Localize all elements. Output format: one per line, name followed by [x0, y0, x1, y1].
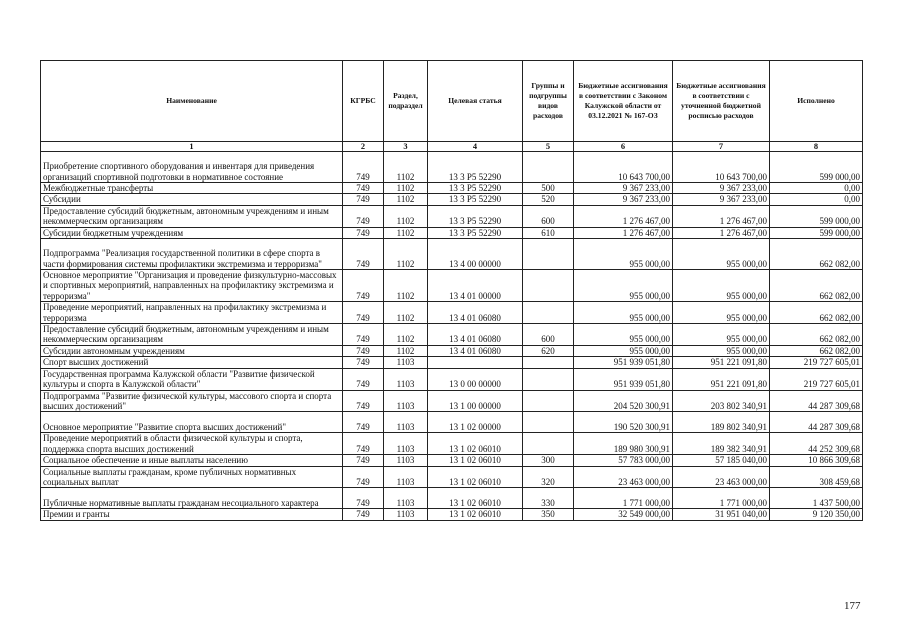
table-cell-group: [523, 357, 574, 368]
table-cell-budget-refined: 9 367 233,00: [673, 194, 770, 205]
table-cell-section: 1103: [384, 390, 428, 412]
table-cell-kgrbs: 749: [343, 455, 384, 466]
table-cell-section: 1103: [384, 412, 428, 433]
table-cell-budget-refined: 189 382 340,91: [673, 433, 770, 455]
table-cell-name: Проведение мероприятий в области физической культуры и спорта, поддержка спорта высших достижений: [41, 433, 343, 455]
table-cell-name: Премии и гранты: [41, 509, 343, 520]
table-cell-name: Публичные нормативные выплаты гражданам несоциального характера: [41, 488, 343, 509]
table-row: [41, 302, 863, 324]
table-cell-executed: 44 287 309,68: [770, 412, 863, 433]
table-cell-kgrbs: 749: [343, 205, 384, 227]
table-cell-budget-law: 9 367 233,00: [574, 183, 673, 194]
table-cell-section: 1102: [384, 302, 428, 324]
table-row: [41, 227, 863, 238]
table-cell-group: 500: [523, 183, 574, 194]
table-cell-budget-refined: 31 951 040,00: [673, 509, 770, 520]
table-cell-executed: 9 120 350,00: [770, 509, 863, 520]
table-cell-section: 1103: [384, 433, 428, 455]
table-cell-target: 13 4 01 06080: [428, 302, 523, 324]
column-number-row: [41, 142, 863, 152]
table-cell-group: [523, 270, 574, 302]
table-cell-target: 13 4 00 00000: [428, 239, 523, 270]
table-cell-executed: 44 252 309,68: [770, 433, 863, 455]
table-cell-kgrbs: 749: [343, 390, 384, 412]
table-cell-kgrbs: 749: [343, 183, 384, 194]
table-cell-name: Основное мероприятие "Организация и проведение физкультурно-массовых и спортивных мероприятий, направленных на профилактику экстремизма и терроризма": [41, 270, 343, 302]
table-cell-budget-law: 951 939 051,80: [574, 368, 673, 390]
table-cell-budget-law: 190 520 300,91: [574, 412, 673, 433]
table-cell-budget-refined: 203 802 340,91: [673, 390, 770, 412]
table-cell-name: Основное мероприятие "Развитие спорта высших достижений": [41, 412, 343, 433]
table-cell-budget-law: 10 643 700,00: [574, 152, 673, 183]
table-cell-target: [428, 357, 523, 368]
table-cell-name: Проведение мероприятий, направленных на профилактику экстремизма и терроризма: [41, 302, 343, 324]
table-cell-budget-law: 951 939 051,80: [574, 357, 673, 368]
header-kgrbs: КГРБС: [343, 61, 384, 142]
table-cell-executed: 599 000,00: [770, 152, 863, 183]
table-row: [41, 466, 863, 488]
table-cell-name: Подпрограмма "Развитие физической культуры, массового спорта и спорта высших достижений": [41, 390, 343, 412]
table-cell-budget-refined: 955 000,00: [673, 345, 770, 356]
table-cell-group: 320: [523, 466, 574, 488]
table-cell-target: 13 3 P5 52290: [428, 205, 523, 227]
table-cell-target: 13 4 01 06080: [428, 324, 523, 346]
header-row: [41, 61, 863, 142]
column-number: 8: [770, 142, 863, 152]
table-cell-executed: 0,00: [770, 183, 863, 194]
column-number: 4: [428, 142, 523, 152]
table-cell-budget-refined: 1 771 000,00: [673, 488, 770, 509]
table-cell-group: 330: [523, 488, 574, 509]
table-cell-section: 1102: [384, 194, 428, 205]
column-number: 5: [523, 142, 574, 152]
table-row: [41, 239, 863, 270]
table-cell-budget-refined: 951 221 091,80: [673, 368, 770, 390]
table-cell-executed: 44 287 309,68: [770, 390, 863, 412]
table-cell-budget-law: 955 000,00: [574, 270, 673, 302]
table-cell-executed: 662 082,00: [770, 345, 863, 356]
table-cell-kgrbs: 749: [343, 368, 384, 390]
table-cell-budget-refined: 10 643 700,00: [673, 152, 770, 183]
table-cell-target: 13 1 02 06010: [428, 455, 523, 466]
table-cell-kgrbs: 749: [343, 227, 384, 238]
table-cell-kgrbs: 749: [343, 345, 384, 356]
table-cell-target: 13 1 02 00000: [428, 412, 523, 433]
budget-table: [40, 60, 863, 521]
table-cell-name: Приобретение спортивного оборудования и инвентаря для приведения организаций спортивной подготовки в нормативное состояние: [41, 152, 343, 183]
table-cell-budget-refined: 951 221 091,80: [673, 357, 770, 368]
table-cell-section: 1102: [384, 152, 428, 183]
table-cell-group: 350: [523, 509, 574, 520]
table-row: [41, 433, 863, 455]
table-cell-section: 1103: [384, 455, 428, 466]
table-cell-executed: 599 000,00: [770, 227, 863, 238]
table-cell-kgrbs: 749: [343, 412, 384, 433]
table-cell-name: Межбюджетные трансферты: [41, 183, 343, 194]
header-budget-law: Бюджетные ассигнования в соответствии с Законом Калужской области от 03.12.2021 № 167-ОЗ: [574, 61, 673, 142]
table-cell-name: Подпрограмма "Реализация государственной политики в сфере спорта в части формирования системы профилактики экстремизма и терроризма": [41, 239, 343, 270]
table-cell-kgrbs: 749: [343, 152, 384, 183]
header-name: Наименование: [41, 61, 343, 142]
table-cell-budget-law: 955 000,00: [574, 302, 673, 324]
table-cell-kgrbs: 749: [343, 433, 384, 455]
table-cell-budget-refined: 189 802 340,91: [673, 412, 770, 433]
table-cell-executed: 662 082,00: [770, 302, 863, 324]
table-cell-target: 13 3 P5 52290: [428, 183, 523, 194]
table-cell-target: 13 3 P5 52290: [428, 227, 523, 238]
table-cell-target: 13 3 P5 52290: [428, 152, 523, 183]
table-cell-name: Предоставление субсидий бюджетным, автономным учреждениям и иным некоммерческим организациям: [41, 324, 343, 346]
table-cell-name: Субсидии автономным учреждениям: [41, 345, 343, 356]
table-cell-group: 610: [523, 227, 574, 238]
table-cell-target: 13 1 02 06010: [428, 509, 523, 520]
table-cell-name: Субсидии: [41, 194, 343, 205]
table-cell-budget-law: 955 000,00: [574, 239, 673, 270]
table-row: [41, 368, 863, 390]
table-cell-executed: 662 082,00: [770, 270, 863, 302]
table-cell-budget-refined: 1 276 467,00: [673, 227, 770, 238]
table-cell-section: 1103: [384, 357, 428, 368]
table-cell-group: 600: [523, 205, 574, 227]
table-cell-group: 300: [523, 455, 574, 466]
table-cell-group: [523, 412, 574, 433]
table-cell-kgrbs: 749: [343, 466, 384, 488]
table-cell-group: 620: [523, 345, 574, 356]
table-cell-kgrbs: 749: [343, 194, 384, 205]
table-cell-section: 1102: [384, 205, 428, 227]
table-row: [41, 509, 863, 520]
table-cell-kgrbs: 749: [343, 357, 384, 368]
column-number: 3: [384, 142, 428, 152]
header-executed: Исполнено: [770, 61, 863, 142]
table-cell-budget-refined: 57 185 040,00: [673, 455, 770, 466]
table-cell-target: 13 1 02 06010: [428, 433, 523, 455]
table-cell-group: [523, 368, 574, 390]
table-cell-budget-refined: 955 000,00: [673, 270, 770, 302]
table-cell-budget-refined: 955 000,00: [673, 239, 770, 270]
table-cell-budget-refined: 955 000,00: [673, 324, 770, 346]
table-cell-budget-refined: 1 276 467,00: [673, 205, 770, 227]
table-cell-section: 1102: [384, 324, 428, 346]
table-cell-budget-refined: 9 367 233,00: [673, 183, 770, 194]
table-cell-budget-law: 1 771 000,00: [574, 488, 673, 509]
table-cell-budget-law: 955 000,00: [574, 324, 673, 346]
table-cell-section: 1102: [384, 239, 428, 270]
table-row: [41, 455, 863, 466]
table-cell-budget-law: 57 783 000,00: [574, 455, 673, 466]
table-body: [41, 152, 863, 521]
table-cell-executed: 0,00: [770, 194, 863, 205]
table-cell-executed: 219 727 605,01: [770, 357, 863, 368]
table-cell-section: 1102: [384, 227, 428, 238]
header-target: Целевая статья: [428, 61, 523, 142]
header-groups: Группы и подгруппы видов расходов: [523, 61, 574, 142]
column-number: 1: [41, 142, 343, 152]
table-row: [41, 390, 863, 412]
table-cell-name: Спорт высших достижений: [41, 357, 343, 368]
table-cell-executed: 308 459,68: [770, 466, 863, 488]
table-cell-group: 520: [523, 194, 574, 205]
header-budget-refined: Бюджетные ассигнования в соответствии с уточненной бюджетной росписью расходов: [673, 61, 770, 142]
table-cell-section: 1102: [384, 270, 428, 302]
table-cell-target: 13 3 P5 52290: [428, 194, 523, 205]
column-number: 7: [673, 142, 770, 152]
table-cell-group: [523, 302, 574, 324]
table-row: [41, 205, 863, 227]
table-cell-executed: 219 727 605,01: [770, 368, 863, 390]
table-cell-section: 1102: [384, 183, 428, 194]
table-cell-group: [523, 239, 574, 270]
table-cell-name: Субсидии бюджетным учреждениям: [41, 227, 343, 238]
table-cell-budget-law: 189 980 300,91: [574, 433, 673, 455]
table-cell-budget-law: 32 549 000,00: [574, 509, 673, 520]
table-cell-budget-refined: 23 463 000,00: [673, 466, 770, 488]
table-cell-kgrbs: 749: [343, 270, 384, 302]
table-cell-kgrbs: 749: [343, 509, 384, 520]
table-row: [41, 412, 863, 433]
table-cell-kgrbs: 749: [343, 302, 384, 324]
table-cell-budget-law: 955 000,00: [574, 345, 673, 356]
table-cell-budget-law: 9 367 233,00: [574, 194, 673, 205]
table-row: [41, 152, 863, 183]
table-row: [41, 345, 863, 356]
table-cell-name: Предоставление субсидий бюджетным, автономным учреждениям и иным некоммерческим организациям: [41, 205, 343, 227]
table-cell-section: 1103: [384, 509, 428, 520]
page-number: 177: [844, 600, 861, 612]
table-cell-target: 13 1 00 00000: [428, 390, 523, 412]
table-cell-name: Социальное обеспечение и иные выплаты населению: [41, 455, 343, 466]
table-cell-budget-law: 1 276 467,00: [574, 227, 673, 238]
table-cell-executed: 662 082,00: [770, 239, 863, 270]
table-cell-group: [523, 152, 574, 183]
table-cell-target: 13 1 02 06010: [428, 488, 523, 509]
table-cell-budget-law: 23 463 000,00: [574, 466, 673, 488]
table-cell-kgrbs: 749: [343, 239, 384, 270]
table-cell-target: 13 0 00 00000: [428, 368, 523, 390]
table-cell-target: 13 4 01 00000: [428, 270, 523, 302]
header-section: Раздел, подраздел: [384, 61, 428, 142]
table-cell-group: 600: [523, 324, 574, 346]
table-cell-kgrbs: 749: [343, 324, 384, 346]
table-row: [41, 194, 863, 205]
table-cell-group: [523, 433, 574, 455]
table-row: [41, 357, 863, 368]
table-cell-budget-law: 204 520 300,91: [574, 390, 673, 412]
table-cell-executed: 599 000,00: [770, 205, 863, 227]
table-cell-target: 13 1 02 06010: [428, 466, 523, 488]
table-row: [41, 324, 863, 346]
table-cell-section: 1102: [384, 345, 428, 356]
table-cell-name: Социальные выплаты гражданам, кроме публичных нормативных социальных выплат: [41, 466, 343, 488]
table-cell-section: 1103: [384, 488, 428, 509]
table-cell-executed: 662 082,00: [770, 324, 863, 346]
table-cell-budget-refined: 955 000,00: [673, 302, 770, 324]
table-cell-name: Государственная программа Калужской области "Развитие физической культуры и спорта в Калужской области": [41, 368, 343, 390]
table-cell-target: 13 4 01 06080: [428, 345, 523, 356]
table-cell-group: [523, 390, 574, 412]
table-cell-budget-law: 1 276 467,00: [574, 205, 673, 227]
table-cell-section: 1103: [384, 466, 428, 488]
column-number: 2: [343, 142, 384, 152]
table-row: [41, 488, 863, 509]
table-cell-executed: 10 866 309,68: [770, 455, 863, 466]
table-row: [41, 270, 863, 302]
table-cell-kgrbs: 749: [343, 488, 384, 509]
table-row: [41, 183, 863, 194]
table-cell-section: 1103: [384, 368, 428, 390]
column-number: 6: [574, 142, 673, 152]
table-cell-executed: 1 437 500,00: [770, 488, 863, 509]
